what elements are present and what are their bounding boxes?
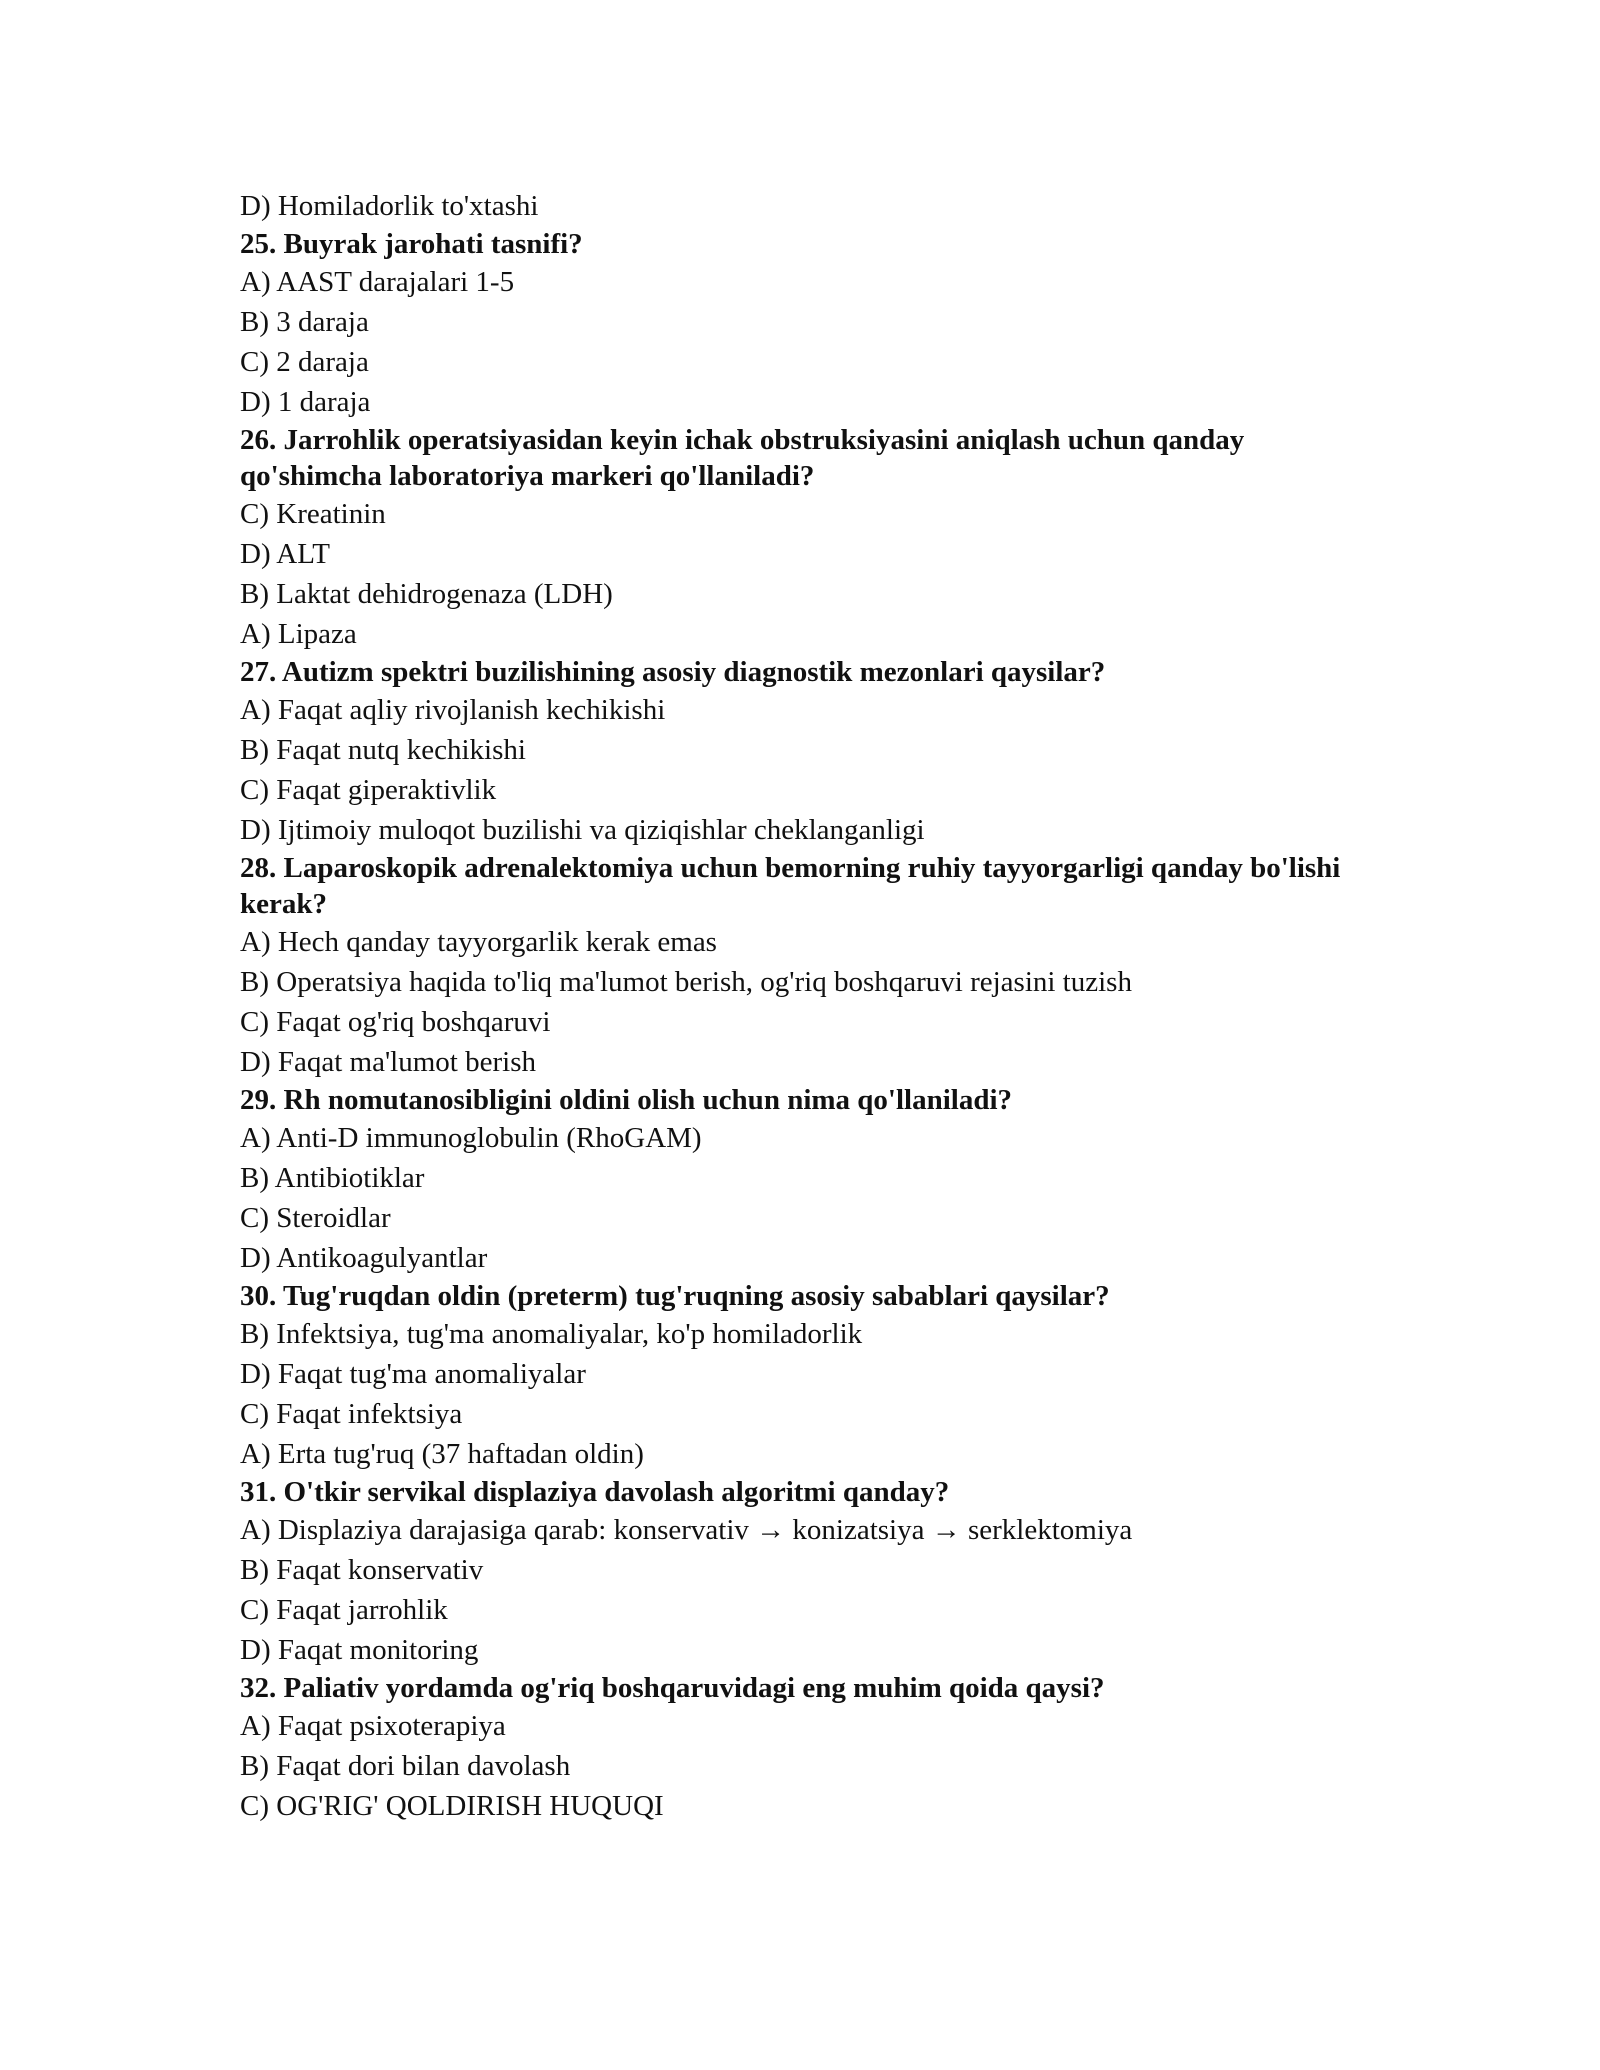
answer-option: A) Displaziya darajasiga qarab: konservativ → konizatsiya → serklektomiya bbox=[240, 1514, 1133, 1546]
answer-option: D) Faqat ma'lumot berish bbox=[240, 1046, 536, 1078]
answer-option: B) Faqat konservativ bbox=[240, 1554, 484, 1586]
answer-option: C) Kreatinin bbox=[240, 498, 386, 530]
question-text: 31. O'tkir servikal displaziya davolash algoritmi qanday? bbox=[240, 1476, 950, 1508]
answer-option: B) Infektsiya, tug'ma anomaliyalar, ko'p homiladorlik bbox=[240, 1318, 863, 1350]
question-text: 32. Paliativ yordamda og'riq boshqaruvidagi eng muhim qoida qaysi? bbox=[240, 1672, 1105, 1704]
answer-option: A) Hech qanday tayyorgarlik kerak emas bbox=[240, 926, 717, 958]
question-text: 30. Tug'ruqdan oldin (preterm) tug'ruqning asosiy sabablari qaysilar? bbox=[240, 1280, 1110, 1312]
question-text: 26. Jarrohlik operatsiyasidan keyin ichak obstruksiyasini aniqlash uchun qanday qo'shimcha laboratoriya markeri qo'llaniladi? bbox=[240, 424, 1252, 492]
question-text: 25. Buyrak jarohati tasnifi? bbox=[240, 228, 583, 260]
answer-option: B) Faqat dori bilan davolash bbox=[240, 1750, 571, 1782]
answer-option: A) Faqat psixoterapiya bbox=[240, 1710, 506, 1742]
answer-option: A) Anti-D immunoglobulin (RhoGAM) bbox=[240, 1122, 702, 1154]
answer-option: C) Faqat jarrohlik bbox=[240, 1594, 448, 1626]
answer-option: C) Faqat infektsiya bbox=[240, 1398, 463, 1430]
answer-option: D) Faqat monitoring bbox=[240, 1634, 479, 1666]
answer-option: C) 2 daraja bbox=[240, 346, 369, 378]
answer-option: C) Faqat og'riq boshqaruvi bbox=[240, 1006, 551, 1038]
answer-option: C) OG'RIG' QOLDIRISH HUQUQI bbox=[240, 1790, 664, 1822]
question-text: 29. Rh nomutanosibligini oldini olish uchun nima qo'llaniladi? bbox=[240, 1084, 1013, 1116]
question-text: 28. Laparoskopik adrenalektomiya uchun bemorning ruhiy tayyorgarligi qanday bo'lishi kerak? bbox=[240, 852, 1348, 920]
answer-option: D) Ijtimoiy muloqot buzilishi va qiziqishlar cheklanganligi bbox=[240, 814, 925, 846]
answer-option: B) Operatsiya haqida to'liq ma'lumot berish, og'riq boshqaruvi rejasini tuzish bbox=[240, 966, 1132, 998]
answer-option: C) Steroidlar bbox=[240, 1202, 391, 1234]
question-text: 27. Autizm spektri buzilishining asosiy diagnostik mezonlari qaysilar? bbox=[240, 656, 1106, 688]
answer-option: B) Faqat nutq kechikishi bbox=[240, 734, 526, 766]
answer-option: A) Erta tug'ruq (37 haftadan oldin) bbox=[240, 1438, 644, 1470]
answer-option: A) Faqat aqliy rivojlanish kechikishi bbox=[240, 694, 666, 726]
document-body bbox=[240, 186, 1360, 1826]
answer-option: B) Laktat dehidrogenaza (LDH) bbox=[240, 578, 613, 610]
answer-option: D) Faqat tug'ma anomaliyalar bbox=[240, 1358, 586, 1390]
answer-option: D) 1 daraja bbox=[240, 386, 371, 418]
answer-option: A) AAST darajalari 1-5 bbox=[240, 266, 515, 298]
answer-option: D) Antikoagulyantlar bbox=[240, 1242, 488, 1274]
answer-option: D) ALT bbox=[240, 538, 330, 570]
answer-option: B) 3 daraja bbox=[240, 306, 369, 338]
answer-option: D) Homiladorlik to'xtashi bbox=[240, 190, 539, 222]
answer-option: B) Antibiotiklar bbox=[240, 1162, 425, 1194]
answer-option: C) Faqat giperaktivlik bbox=[240, 774, 497, 806]
answer-option: A) Lipaza bbox=[240, 618, 357, 650]
